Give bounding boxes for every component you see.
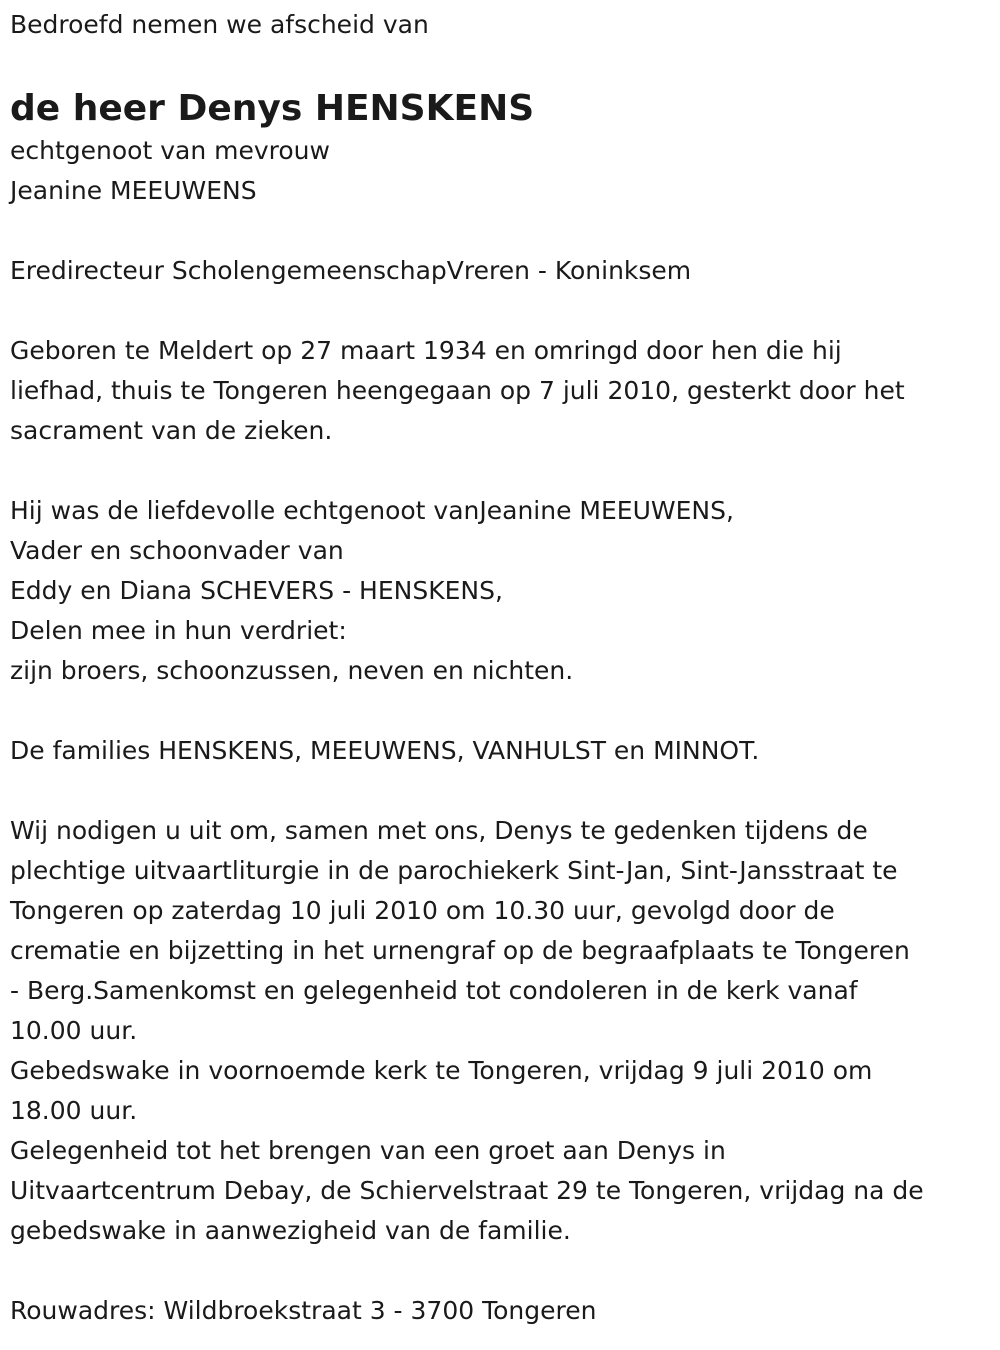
ceremony-line: - Berg.Samenkomst en gelegenheid tot condoleren in de kerk vanaf: [10, 976, 858, 1005]
ceremony-block: [10, 811, 995, 1251]
ceremony-line: Gebedswake in voornoemde kerk te Tongeren, vrijdag 9 juli 2010 om: [10, 1056, 873, 1085]
ceremony-line: plechtige uitvaartliturgie in de parochiekerk Sint-Jan, Sint-Jansstraat te: [10, 856, 898, 885]
mourning-address: Rouwadres: Wildbroekstraat 3 - 3700 Tongeren: [10, 1296, 597, 1325]
birth-line: sacrament van de zieken.: [10, 416, 333, 445]
family-line: Vader en schoonvader van: [10, 536, 344, 565]
family-line: Eddy en Diana SCHEVERS - HENSKENS,: [10, 576, 503, 605]
family-line: Hij was de liefdevolle echtgenoot vanJeanine MEEUWENS,: [10, 496, 734, 525]
birth-line: liefhad, thuis te Tongeren heengegaan op 7 juli 2010, gesterkt door het: [10, 376, 905, 405]
ceremony-line: gebedswake in aanwezigheid van de familie.: [10, 1216, 571, 1245]
job-title: Eredirecteur ScholengemeenschapVreren - Koninksem: [10, 256, 692, 285]
spacer: [10, 211, 995, 251]
obituary-document: [10, 0, 995, 1331]
ceremony-line: Gelegenheid tot het brengen van een groet aan Denys in: [10, 1136, 726, 1165]
address-block: [10, 1291, 995, 1331]
spouse-block: [10, 131, 995, 211]
spacer: [10, 691, 995, 731]
spacer: [10, 1251, 995, 1291]
title-block: [10, 251, 995, 291]
family-line: Delen mee in hun verdriet:: [10, 616, 347, 645]
birth-block: [10, 331, 995, 451]
ceremony-line: Tongeren op zaterdag 10 juli 2010 om 10.30 uur, gevolgd door de: [10, 896, 835, 925]
spacer: [10, 291, 995, 331]
ceremony-line: Wij nodigen u uit om, samen met ons, Denys te gedenken tijdens de: [10, 816, 868, 845]
spacer: [10, 451, 995, 491]
spouse-name: Jeanine MEEUWENS: [10, 176, 257, 205]
family-line: zijn broers, schoonzussen, neven en nichten.: [10, 656, 574, 685]
families-block: [10, 731, 995, 771]
family-block: [10, 491, 995, 691]
spacer: [10, 771, 995, 811]
ceremony-line: 18.00 uur.: [10, 1096, 138, 1125]
ceremony-line: Uitvaartcentrum Debay, de Schiervelstraat 29 te Tongeren, vrijdag na de: [10, 1176, 924, 1205]
birth-line: Geboren te Meldert op 27 maart 1934 en omringd door hen die hij: [10, 336, 842, 365]
ceremony-line: 10.00 uur.: [10, 1016, 138, 1045]
ceremony-line: crematie en bijzetting in het urnengraf op de begraafplaats te Tongeren: [10, 936, 910, 965]
deceased-name: de heer Denys HENSKENS: [10, 88, 535, 129]
families-line: De families HENSKENS, MEEUWENS, VANHULST en MINNOT.: [10, 736, 760, 765]
spouse-line: echtgenoot van mevrouw: [10, 136, 330, 165]
intro-text: Bedroefd nemen we afscheid van: [10, 10, 429, 39]
